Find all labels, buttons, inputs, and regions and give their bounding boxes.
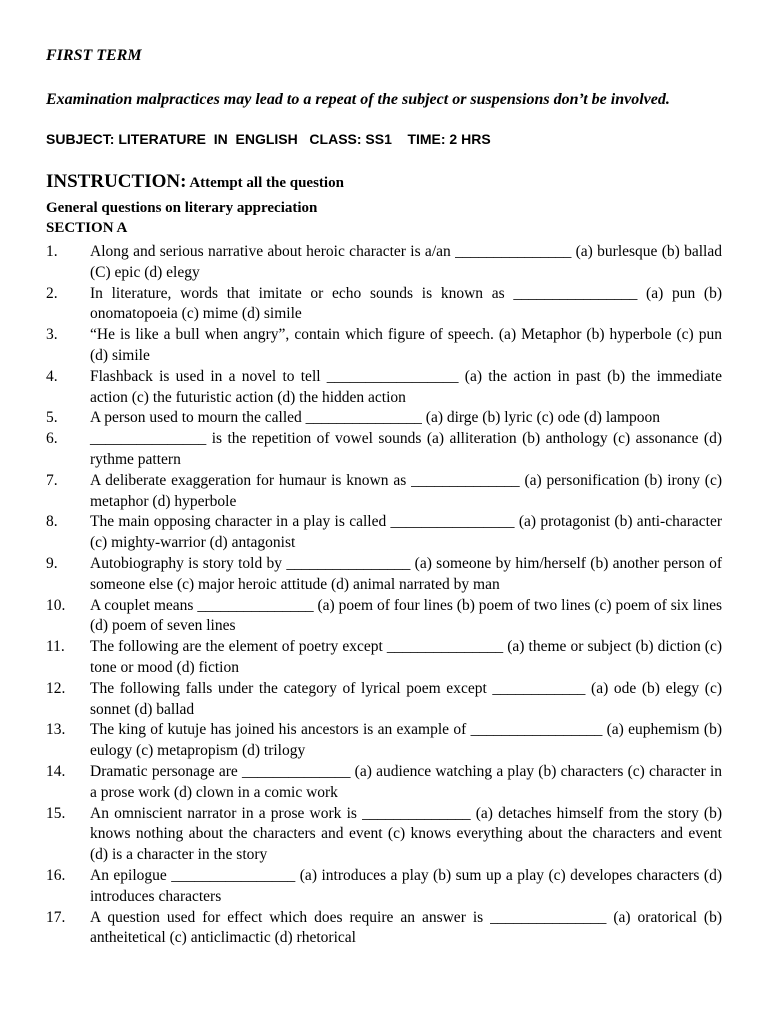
question-text: A question used for effect which does require an answer is _______________ (a) oratorical (b) antheitetical (c) anticlimactic (d) rhetorical bbox=[90, 908, 722, 947]
question-number: 7. bbox=[46, 471, 58, 489]
question-text: An omniscient narrator in a prose work is ______________ (a) detaches himself from the story (b) knows nothing about the characters and event (c) knows everything about the characters and event (d) is a character in the story bbox=[90, 804, 722, 864]
question-text: The following are the element of poetry except _______________ (a) theme or subject (b) diction (c) tone or mood (d) fiction bbox=[90, 638, 722, 676]
question-number: 10. bbox=[46, 596, 66, 614]
question-text: A person used to mourn the called _______________ (a) dirge (b) lyric (c) ode (d) lampoon bbox=[90, 409, 661, 427]
general-heading: General questions on literary appreciation bbox=[46, 200, 318, 216]
question-item bbox=[46, 762, 722, 804]
question-number: 9. bbox=[46, 554, 58, 572]
question-item bbox=[46, 429, 722, 471]
question-number: 16. bbox=[46, 866, 66, 884]
question-item bbox=[46, 554, 722, 596]
question-item bbox=[46, 596, 722, 638]
question-text: The following falls under the category of lyrical poem except ____________ (a) ode (b) elegy (c) sonnet (d) ballad bbox=[90, 679, 722, 718]
question-number: 17. bbox=[46, 908, 66, 926]
term-title: FIRST TERM bbox=[46, 47, 142, 64]
question-number: 5. bbox=[46, 409, 58, 427]
question-item bbox=[46, 679, 722, 721]
question-number: 8. bbox=[46, 513, 58, 531]
subject-class-time-line: SUBJECT: LITERATURE IN ENGLISH CLASS: SS1 TIME: 2 HRS bbox=[46, 131, 491, 147]
question-item bbox=[46, 720, 722, 762]
question-text: “He is like a bull when angry”, contain which figure of speech. (a) Metaphor (b) hyperbole (c) pun (d) simile bbox=[90, 326, 722, 364]
question-text: An epilogue ________________ (a) introduces a play (b) sum up a play (c) developes characters (d) introduces characters bbox=[90, 866, 722, 905]
question-number: 14. bbox=[46, 762, 66, 780]
question-number: 1. bbox=[46, 243, 58, 260]
question-item bbox=[46, 512, 722, 554]
question-item bbox=[46, 242, 722, 284]
question-item bbox=[46, 866, 722, 908]
question-item bbox=[46, 408, 722, 429]
question-number: 2. bbox=[46, 284, 58, 302]
question-text: _______________ is the repetition of vowel sounds (a) alliteration (b) anthology (c) assonance (d) rythme pattern bbox=[90, 430, 722, 468]
question-number: 11. bbox=[46, 638, 65, 656]
question-text: Flashback is used in a novel to tell _________________ (a) the action in past (b) the immediate action (c) the futuristic action (d) the hidden action bbox=[90, 367, 722, 406]
question-item bbox=[46, 325, 722, 367]
question-text: Along and serious narrative about heroic character is a/an _______________ (a) burlesque (b) ballad (C) epic (d) elegy bbox=[90, 243, 722, 281]
question-list bbox=[46, 242, 722, 949]
question-text: In literature, words that imitate or echo sounds is known as ________________ (a) pun (b) onomatopoeia (c) mime (d) simile bbox=[90, 284, 722, 323]
instruction-text: Attempt all the question bbox=[186, 175, 344, 191]
instruction-line bbox=[46, 171, 344, 193]
question-number: 6. bbox=[46, 430, 58, 448]
question-number: 15. bbox=[46, 804, 66, 822]
question-number: 12. bbox=[46, 679, 66, 697]
question-text: The king of kutuje has joined his ancestors is an example of _________________ (a) euphemism (b) eulogy (c) metapropism (d) trilogy bbox=[90, 721, 722, 760]
instruction-label: INSTRUCTION: bbox=[46, 171, 187, 192]
question-text: Autobiography is story told by ________________ (a) someone by him/herself (b) another person of someone else (c) major heroic attitude (d) animal narrated by man bbox=[90, 554, 722, 593]
question-item bbox=[46, 471, 722, 513]
question-item bbox=[46, 637, 722, 679]
question-item bbox=[46, 284, 722, 326]
question-number: 13. bbox=[46, 721, 66, 739]
section-heading: SECTION A bbox=[46, 220, 128, 236]
question-text: Dramatic personage are ______________ (a) audience watching a play (b) characters (c) character in a prose work (d) clown in a comic work bbox=[90, 762, 722, 801]
question-text: A couplet means _______________ (a) poem of four lines (b) poem of two lines (c) poem of six lines (d) poem of seven lines bbox=[90, 596, 722, 635]
question-number: 4. bbox=[46, 367, 58, 385]
question-number: 3. bbox=[46, 326, 58, 344]
question-text: A deliberate exaggeration for humaur is known as ______________ (a) personification (b) irony (c) metaphor (d) hyperbole bbox=[90, 471, 722, 510]
question-text: The main opposing character in a play is called ________________ (a) protagonist (b) anti-character (c) mighty-warrior (d) antagonist bbox=[90, 513, 722, 552]
question-item bbox=[46, 804, 722, 866]
question-item bbox=[46, 908, 722, 950]
malpractice-warning: Examination malpractices may lead to a repeat of the subject or suspensions don’t be involved. bbox=[46, 91, 670, 108]
question-item bbox=[46, 367, 722, 409]
